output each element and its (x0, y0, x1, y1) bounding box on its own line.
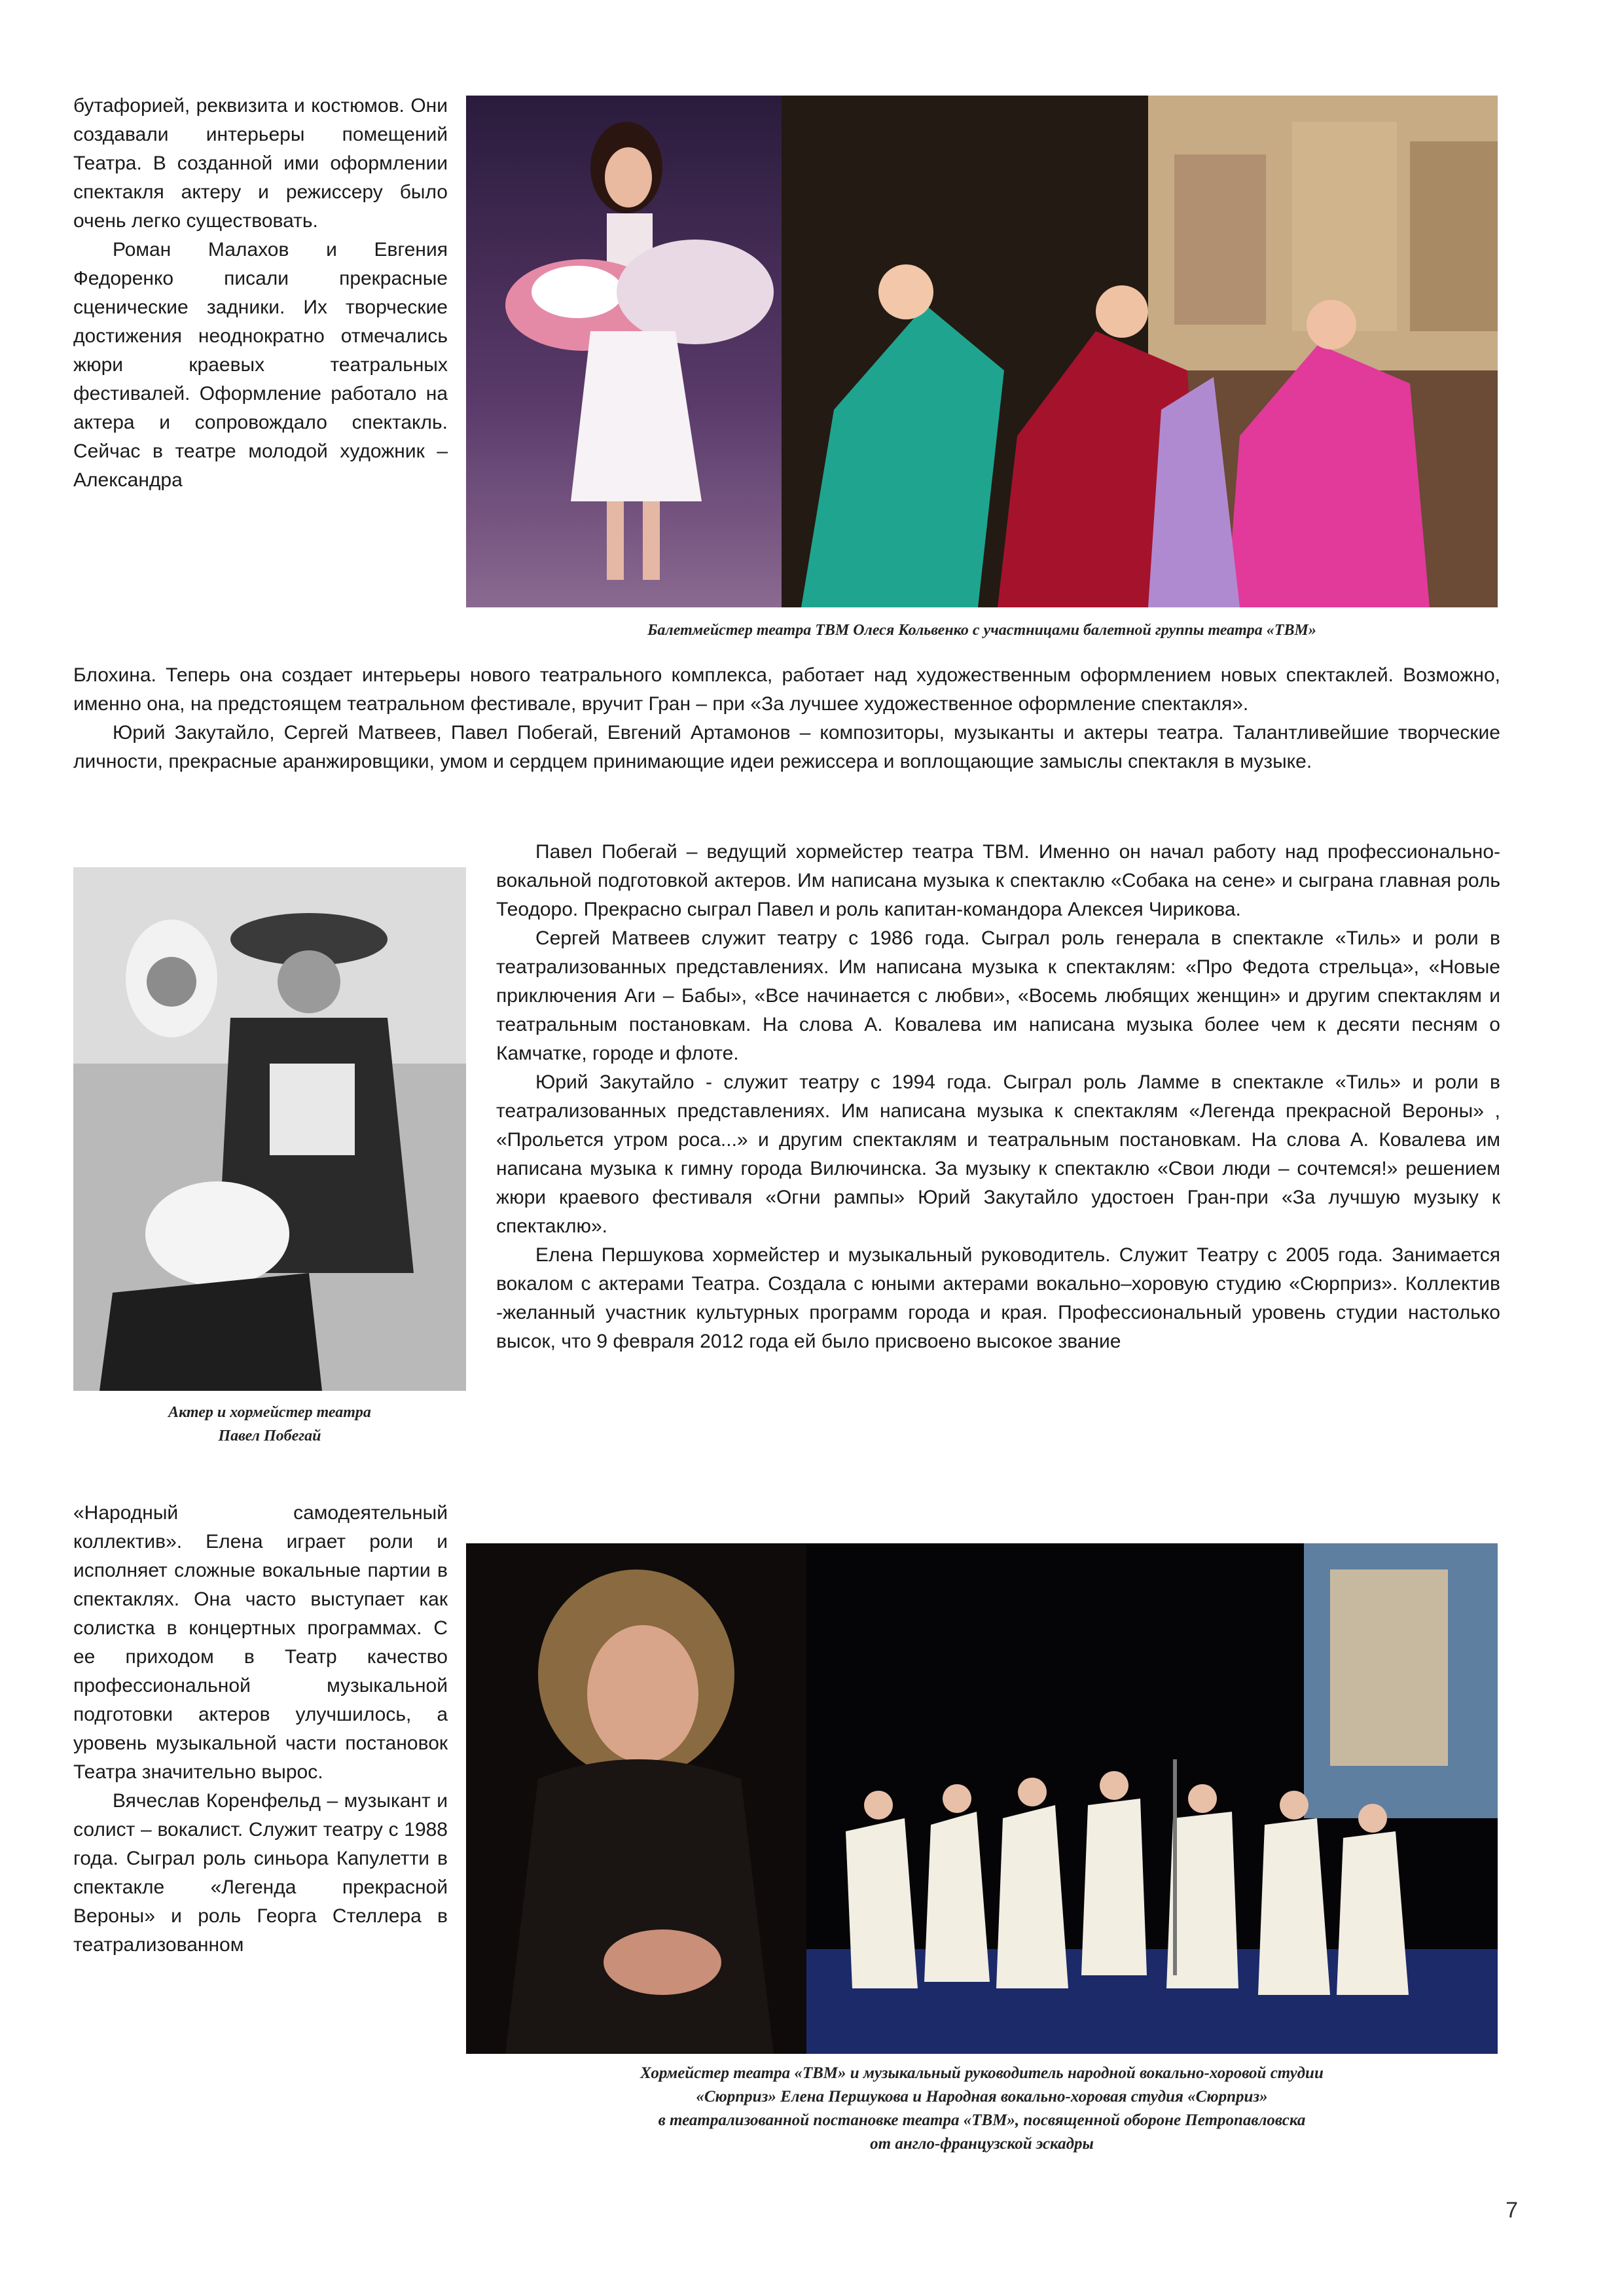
choir-performance-photo (806, 1543, 1498, 2054)
singer-portrait-photo (466, 1543, 806, 2054)
page-number: 7 (1506, 2198, 1518, 2223)
paragraph: «Народный самодеятельный коллектив». Елена играет роли и исполняет сложные вокальные партии в спектаклях. Она часто выступает как солистка в концертных программах. С ее приходом в Театр качество профессиональной музыкальной подготовки актеров улучшилось, а уровень музыкальной части постановок Театра значительно вырос. (73, 1502, 448, 1783)
caption-line: Балетмейстер театра ТВМ Олеся Кольвенко с участницами балетной группы театра «ТВМ» (647, 622, 1316, 639)
paragraph: Сергей Матвеев служит театру с 1986 года. Сыграл роль генерала в спектакле «Тиль» и роли в театрализованных представлениях. Им написана музыка к спектаклям: «Про Федота стрельца», «Новые приключения Аги – Бабы», «Все начинается с любви», «Восемь любящих женщин» и другим спектаклям и театральным постановкам. На слова А. Ковалева им написана музыка более чем к десяти песням о Камчатке, городе и флоте. (496, 927, 1500, 1064)
caption-line: Хормейстер театра «ТВМ» и музыкальный руководитель народной вокально-хоровой студии (640, 2064, 1324, 2082)
woman-with-flowers-photo (466, 96, 782, 607)
paragraph: Юрий Закутайло, Сергей Матвеев, Павел Побегай, Евгений Артамонов – композиторы, музыканты и актеры театра. Талантливейшие творческие личности, прекрасные аранжировщики, умом и сердцем принимающие идеи режиссера и воплощающие замыслы спектакля в музыке. (73, 722, 1500, 772)
dancers-on-stage-photo (782, 96, 1498, 607)
paragraph: Вячеслав Коренфельд – музыкант и солист – вокалист. Служит театру с 1988 года. Сыграл роль синьора Капулетти в спектакле «Легенда прекрасной Вероны» и роль Георга Стеллера в театрализованном (73, 1790, 448, 1956)
paragraph: Елена Першукова хормейстер и музыкальный руководитель. Служит Театру с 2005 года. Занимается вокалом с актерами Театра. Создала с юными актерами вокально–хоровую студию «Сюрприз». Коллектив -желанный участник культурных программ города и края. Профессиональный уровень студии настолько высок, что 9 февраля 2012 года ей было присвоено высокое звание (496, 1244, 1500, 1352)
left-photo-caption (73, 1401, 466, 1448)
bottom-photo-caption (466, 2062, 1498, 2156)
column-text-top-left (73, 92, 448, 495)
caption-line: Павел Побегай (218, 1427, 321, 1444)
column-text-bottom-left (73, 1499, 448, 1960)
paragraph: Блохина. Теперь она создает интерьеры нового театрального комплекса, работает над художественным оформлением новых спектаклей. Возможно, именно она, на предстоящем театральном фестивале, вручит Гран – при «За лучшее художественное оформление спектакля». (73, 664, 1500, 715)
paragraph: Роман Малахов и Евгения Федоренко писали прекрасные сценические задники. Их творческие достижения неоднократно отмечались жюри краевых театральных фестивалей. Оформление работало на актера и сопровождало спектакль. Сейчас в театре молодой художник – Александра (73, 239, 448, 491)
paragraph: Павел Побегай – ведущий хормейстер театра ТВМ. Именно он начал работу над профессионально-вокальной подготовкой актеров. Им написана музыка к спектаклю «Собака на сене» и сыграна главная роль Теодоро. Прекрасно сыграл Павел и роль капитан-командора Алексея Чирикова. (496, 841, 1500, 920)
caption-line: Актер и хормейстер театра (168, 1404, 371, 1421)
caption-line: «Сюрприз» Елена Першукова и Народная вокально-хоровая студия «Сюрприз» (696, 2088, 1268, 2106)
column-text-middle-right (496, 838, 1500, 1356)
paragraph: Юрий Закутайло - служит театру с 1994 года. Сыграл роль Ламме в спектакле «Тиль» и роли в театрализованных представлениях. Им написана музыка к спектаклям «Легенда прекрасной Вероны» , «Прольется утром роса...» и другим спектаклям и театральным постановкам. На слова А. Ковалева им написана музыка к гимну города Вилючинска. За музыку к спектаклю «Свои люди – сочтемся!» решением жюри краевого фестиваля «Огни рампы» Юрий Закутайло удостоен Гран-при «За лучшую музыку к спектаклю». (496, 1071, 1500, 1237)
caption-line: в театрализованной постановке театра «ТВМ», посвященной обороне Петропавловска (658, 2111, 1306, 2129)
full-width-text (73, 661, 1500, 776)
top-photo-caption (466, 619, 1498, 642)
paragraph: бутафорией, реквизита и костюмов. Они создавали интерьеры помещений Театра. В созданной ими оформлении спектакля актеру и режиссеру было очень легко существовать. (73, 95, 448, 232)
caption-line: от англо-французской эскадры (870, 2135, 1094, 2153)
actors-in-costume-photo (73, 867, 466, 1391)
